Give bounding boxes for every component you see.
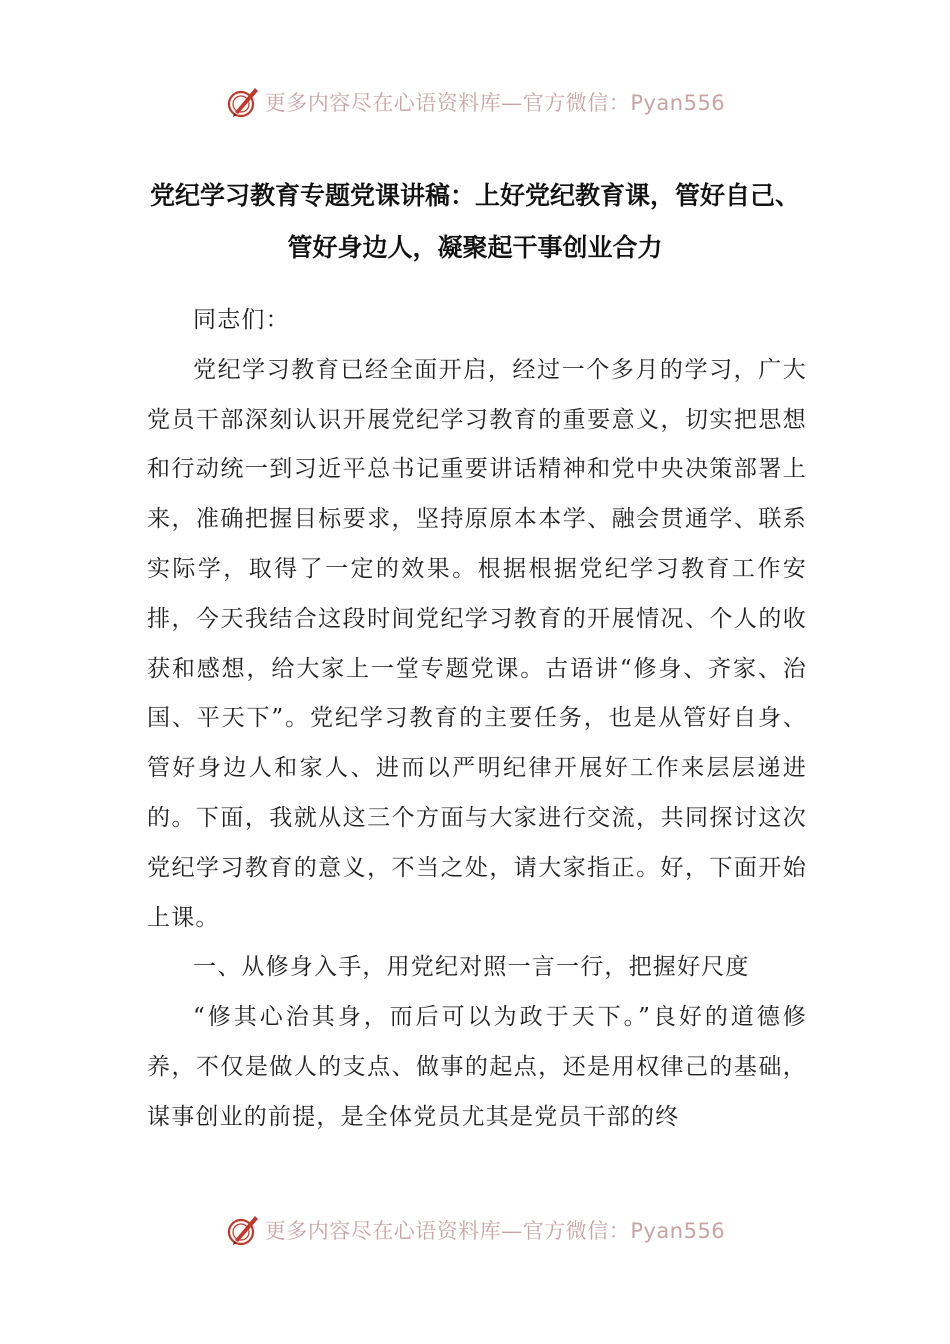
header-banner-label: 更多内容尽在心语资料库—官方微信： bbox=[264, 91, 631, 115]
footer-banner-text bbox=[265, 1215, 725, 1245]
document-title bbox=[60, 170, 890, 274]
document-body bbox=[147, 296, 807, 1143]
paragraph-1: 党纪学习教育已经全面开启，经过一个多月的学习，广大党员干部深刻认识开展党纪学习教育的重要意义，切实把思想和行动统一到习近平总书记重要讲话精神和党中央决策部署上来，准确把握目标要求，坚持原原本本学、融会贯通学、联系实际学，取得了一定的效果。根据根据党纪学习教育工作安排，今天我结合这段时间党纪学习教育的开展情况、个人的收获和感想，给大家上一堂专题党课。古语讲“修身、齐家、治国、平天下”。党纪学习教育的主要任务，也是从管好自身、管好身边人和家人、进而以严明纪律开展好工作来层层递进的。下面，我就从这三个方面与大家进行交流，共同探讨这次党纪学习教育的意义，不当之处，请大家指正。好，下面开始上课。 bbox=[147, 356, 807, 931]
footer-watermark-banner bbox=[0, 1210, 950, 1250]
title-line-1: 党纪学习教育专题党课讲稿：上好党纪教育课，管好自己、 bbox=[149, 181, 800, 210]
title-line-2: 管好身边人，凝聚起干事创业合力 bbox=[287, 233, 663, 262]
header-banner-text bbox=[265, 87, 725, 117]
quill-pen-seal-icon bbox=[225, 1212, 261, 1248]
header-wechat-id: Pyan556 bbox=[630, 91, 726, 115]
footer-banner-label: 更多内容尽在心语资料库—官方微信： bbox=[264, 1219, 631, 1243]
section-heading-1: 一、从修身入手，用党纪对照一言一行，把握好尺度 bbox=[193, 954, 750, 981]
header-watermark-banner bbox=[0, 82, 950, 122]
paragraph-2: “修其心治其身，而后可以为政于天下。”良好的道德修养，不仅是做人的支点、做事的起点，还是用权律己的基础，谋事创业的前提，是全体党员尤其是党员干部的终 bbox=[147, 1004, 807, 1130]
footer-wechat-id: Pyan556 bbox=[630, 1219, 726, 1243]
quill-pen-seal-icon bbox=[225, 84, 261, 120]
salutation: 同志们： bbox=[193, 307, 290, 333]
